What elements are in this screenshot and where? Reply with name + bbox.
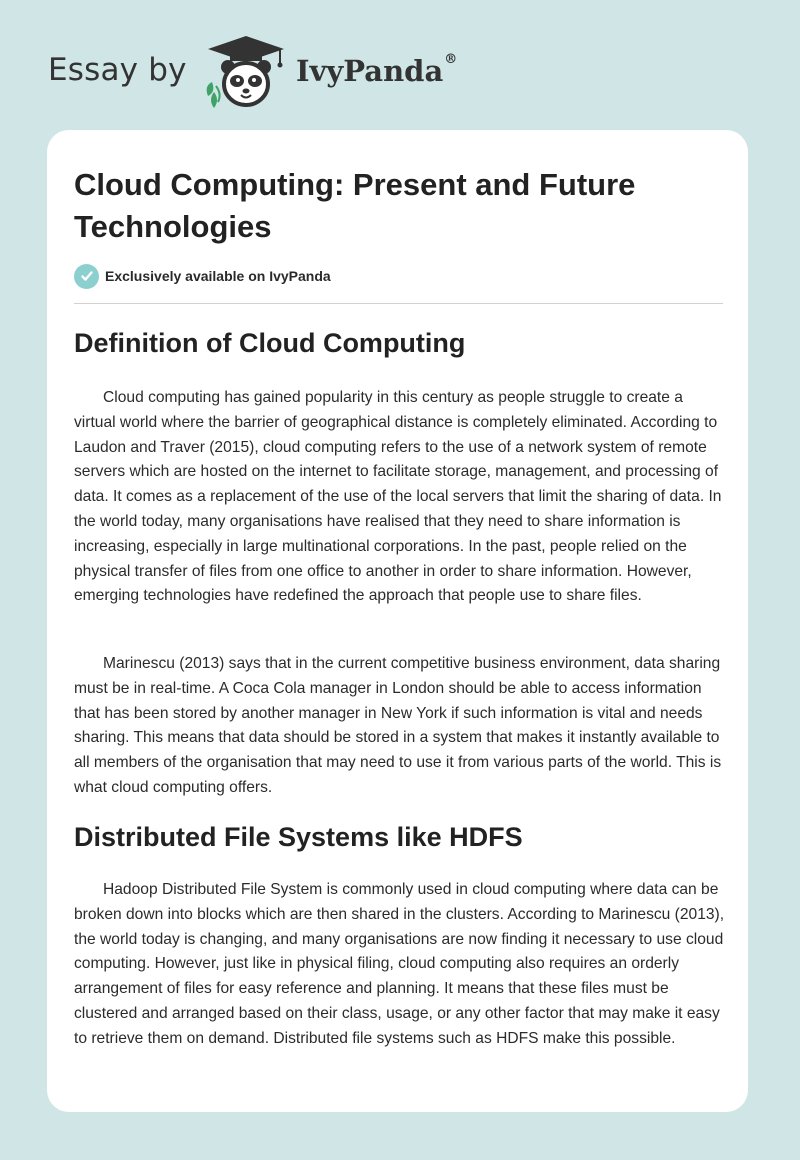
exclusive-badge [74,263,331,289]
essay-card [47,130,748,1112]
panda-graduate-icon[interactable] [200,34,292,110]
site-header [0,0,800,130]
checkmark-icon [74,264,99,289]
section-heading-hdfs: Distributed File Systems like HDFS [74,822,523,852]
section-heading-definition: Definition of Cloud Computing [74,328,466,358]
paragraph: Marinescu (2013) says that in the current competitive business environment, data sharing must be in real-time. A Coca Cola manager in London should be able to access information that has been stored by another manager in New York if such information is vital and needs sharing. This means that data should be stored in a system that makes it instantly available to all members of the organisation that may need to use it from various parts of the world. This is what cloud computing offers. [74,655,722,796]
exclusive-label: Exclusively available on IvyPanda [105,268,331,284]
paragraph: Hadoop Distributed File System is commonly used in cloud computing where data can be broken down into blocks which are then shared in the clusters. According to Marinescu (2013), the world today is changing, and many organisations are now finding it necessary to use cloud computing. However, just like in physical filing, cloud computing also requires an orderly arrangement of files for easy reference and planning. It means that these files must be clustered and arranged based on their class, usage, or any other factor that may make it easy to retrieve them on demand. Distributed file systems such as HDFS make this possible. [74,881,725,1047]
divider [74,303,723,304]
brand-name[interactable] [296,54,457,88]
essay-title: Cloud Computing: Present and Future Technologies [74,167,636,244]
essay-by-label: Essay by [48,52,187,88]
paragraph: Cloud computing has gained popularity in this century as people struggle to create a virtual world where the barrier of geographical distance is completely eliminated. According to Laudon and Traver (2015), cloud computing refers to the use of a network system of remote servers which are hosted on the internet to facilitate storage, management, and processing of data. It comes as a replacement of the use of the local servers that limit the sharing of data. In the world today, many organisations have realised that they need to share information is increasing, especially in large multinational corporations. In the past, people relied on the physical transfer of files from one office to another in order to share information. However, emerging technologies have redefined the approach that people use to share files. [74,389,722,605]
registered-mark: ® [444,52,458,67]
brand-text: IvyPanda [296,54,444,88]
